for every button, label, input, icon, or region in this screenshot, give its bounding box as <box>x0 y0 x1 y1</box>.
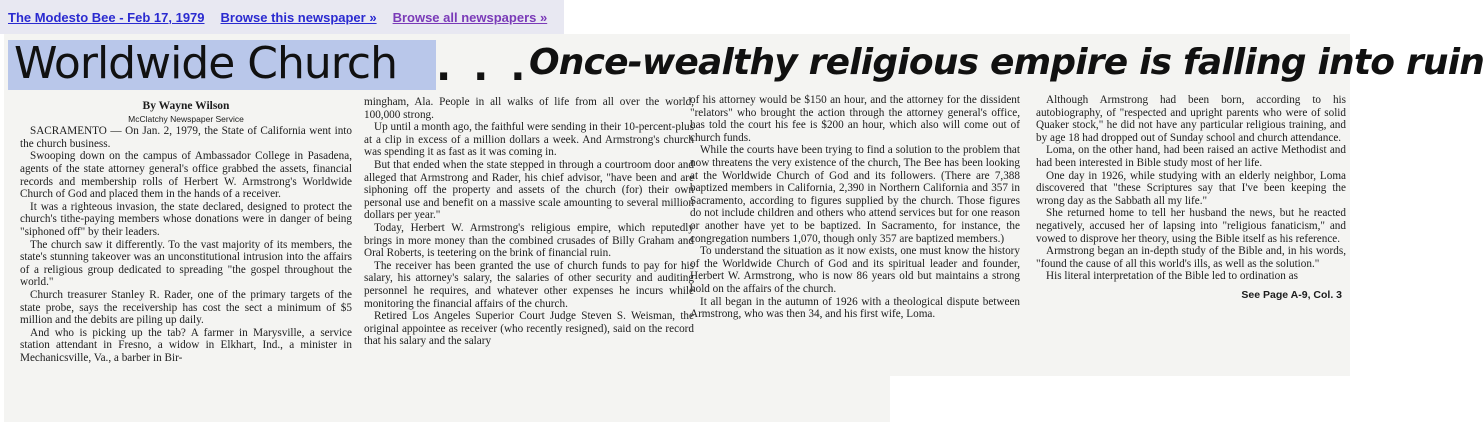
browse-all-newspapers-link[interactable]: Browse all newspapers » <box>392 9 548 25</box>
paragraph: mingham, Ala. People in all walks of life from all over the world, 100,000 strong. <box>364 96 694 121</box>
newspaper-clipping <box>4 34 1484 422</box>
article-column-1 <box>20 94 352 414</box>
paragraph: Retired Los Angeles Superior Court Judge Steven S. Weisman, the original appointee as receiver (who recently resigned), said on the record that his salary and the salary <box>364 310 694 348</box>
headline-subtitle: Once-wealthy religious empire is falling into ruin <box>529 42 1484 83</box>
byline-author: By Wayne Wilson <box>142 100 230 112</box>
paragraph: Church treasurer Stanley R. Rader, one of the primary targets of the state probe, says the receivership has cost the sect a minimum of $5 million and the debits are piling up daily. <box>20 288 352 327</box>
headline-ellipsis: . . . <box>436 44 530 90</box>
paragraph: Although Armstrong had been born, according to his autobiography, of "respected and upright parents who were of solid Quaker stock," he did not have any particular religious training, and by age 18 had dropped out of Sunday school and church attendance. <box>1036 94 1346 144</box>
paragraph: The church saw it differently. To the vast majority of its members, the state's stunning takeover was an unconstitutional intrusion into the affairs of a religious group dedicated to spreading "the gospel throughout the world." <box>20 238 352 289</box>
headline <box>4 38 1484 94</box>
page-background <box>890 376 1350 422</box>
paragraph: Loma, on the other hand, had been raised an active Methodist and had been interested in Bible study most of her life. <box>1036 144 1346 169</box>
paragraph: Up until a month ago, the faithful were sending in their 10-percent-plus at a clip in excess of a million dollars a week. And Armstrong's church was spending it as fast as it was coming in. <box>364 121 695 159</box>
paragraph: She returned home to tell her husband the news, but he reacted negatively, accused her of lapsing into "religious fanaticism," and vowed to disprove her theory, using the Bible itself as his reference. <box>1036 207 1346 245</box>
paragraph: To understand the situation as it now exists, one must know the history of the Worldwide Church of God and its spiritual leader and founder, Herbert W. Armstrong, who is now 86 years old but maintains a strong hold on the affairs of the church. <box>690 245 1020 295</box>
paragraph: SACRAMENTO — On Jan. 2, 1979, the State of California went into the church business. <box>20 125 352 150</box>
article-column-3 <box>690 94 1020 414</box>
byline-service: McClatchy Newspaper Service <box>128 113 244 124</box>
paragraph: Armstrong began an in-depth study of the Bible and, in his words, "found the cause of all this world's ills, as well as the solution." <box>1036 245 1346 270</box>
browse-this-newspaper-link[interactable]: Browse this newspaper » <box>220 9 377 25</box>
paragraph: While the courts have been trying to find a solution to the problem that now threatens the very existence of the church, The Bee has been looking at the Worldwide Church of God and its followers. (There are 7,388 baptized members in California, 2,390 in Northern California and 357 in Sacramento, according to figures supplied by the church. Those figures do not include children and others who attend services but for one reason or another have yet to be baptized. In Sacramento, for instance, the congregation numbers 1,070, though only 357 are baptized members.) <box>690 144 1020 245</box>
continuation-note: See Page A-9, Col. 3 <box>1241 288 1342 301</box>
paragraph: It all began in the autumn of 1926 with a theological dispute between Armstrong, who was then 34, and his first wife, Loma. <box>690 295 1020 321</box>
paragraph: of his attorney would be $150 an hour, and the attorney for the dissident "relators" who brought the action through the attorney general's office, has told the court his fee is $200 an hour, which also will come out of church funds. <box>690 94 1020 144</box>
paragraph: Swooping down on the campus of Ambassador College in Pasadena, agents of the state attorney general's office grabbed the assets, financial records and membership rolls of Herbert W. Armstrong's Worldwide Church of God and placed them in the hands of a receiver. <box>20 150 352 201</box>
paragraph: And who is picking up the tab? A farmer in Marysville, a service station attendant in Fresno, a widow in Elkhart, Ind., a minister in Mechanicsville, Va., a barber in Bir- <box>20 326 352 364</box>
paragraph: It was a righteous invasion, the state declared, designed to protect the church's tithe-paying members whose donations were in danger of being "siphoned off" by their leaders. <box>20 200 352 238</box>
paragraph: Today, Herbert W. Armstrong's religious empire, which reputedly brings in more money than the combined crusades of Billy Graham and Oral Roberts, is teetering on the brink of financial ruin. <box>364 221 694 260</box>
paragraph: His literal interpretation of the Bible led to ordination as <box>1046 270 1298 283</box>
paragraph: One day in 1926, while studying with an elderly neighbor, Loma discovered that "these Scriptures say that I've been keeping the wrong day as the Sabbath all my life." <box>1036 169 1346 207</box>
headline-main: Worldwide Church <box>14 38 397 89</box>
newspaper-issue-link[interactable]: The Modesto Bee - Feb 17, 1979 <box>8 9 205 25</box>
paragraph: The receiver has been granted the use of church funds to pay for his salary, his attorney's salary, the salaries of other security and auditing personnel he requires, and whatever other expenses he incurs while monitoring the financial affairs of the church. <box>364 259 694 310</box>
breadcrumb-bar <box>0 0 564 34</box>
article-column-4 <box>1036 94 1346 412</box>
article-column-2 <box>364 96 694 412</box>
paragraph: But that ended when the state stepped in through a courtroom door and alleged that Armstrong and Rader, his chief advisor, "have been and are siphoning off the property and assets of the church (for) their own personal use and benefit on a massive scale amounting to several million dollars per year." <box>364 158 694 222</box>
